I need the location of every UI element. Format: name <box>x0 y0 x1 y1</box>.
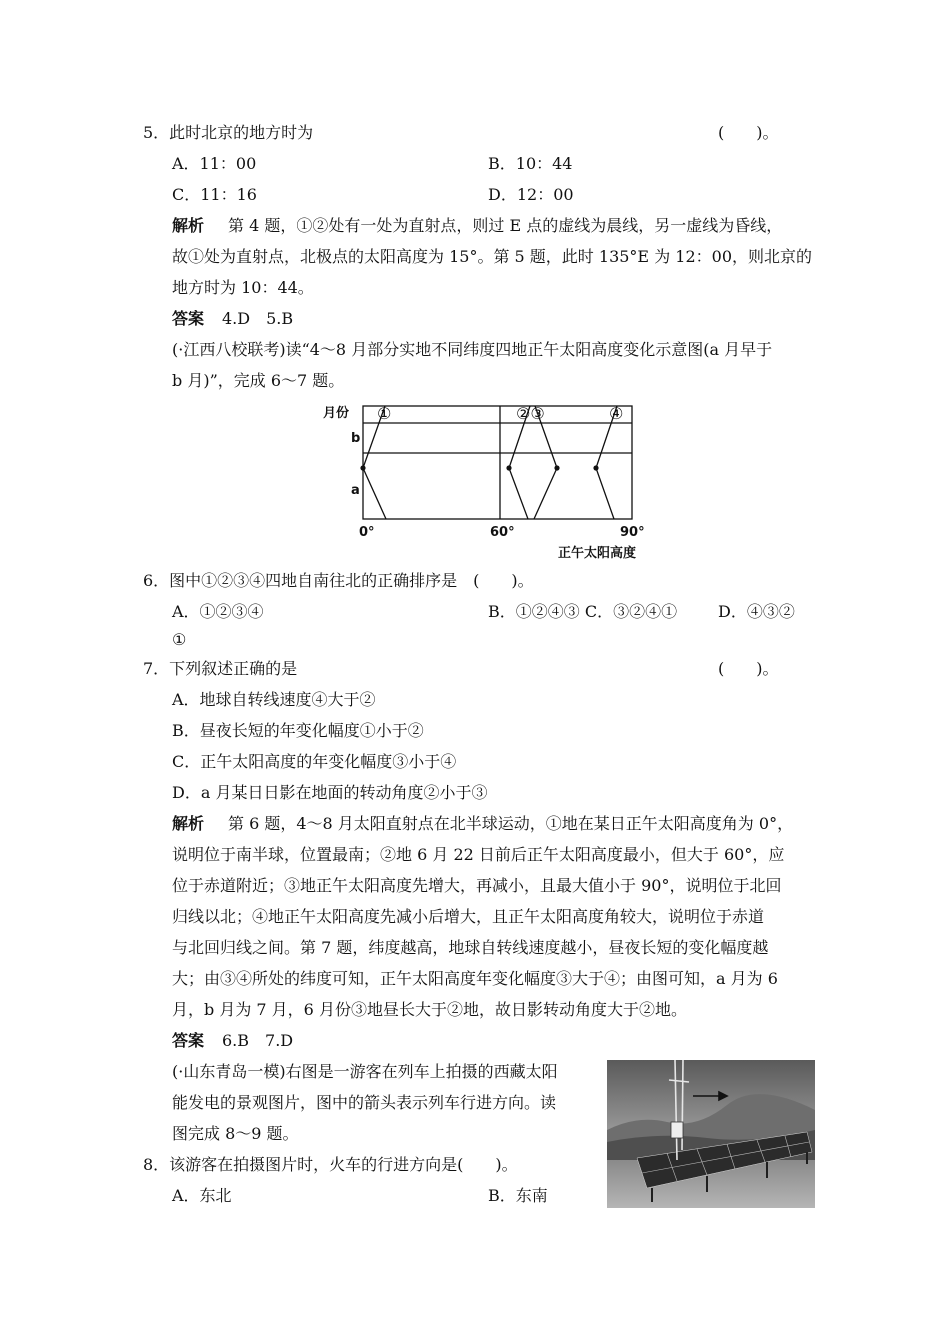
intro89-line2: 能发电的景观图片，图中的箭头表示列车行进方向。读 <box>172 1093 557 1112</box>
q5-option-c: C．11：16 <box>172 185 257 204</box>
noon-sun-altitude-diagram <box>320 402 665 564</box>
tick-60: 60° <box>490 525 515 540</box>
tick-90: 90° <box>620 525 645 540</box>
exp67-line4: 归线以北；④地正午太阳高度先减小后增大，且正午太阳高度角较大，说明位于赤道 <box>172 907 765 926</box>
intro67-line2: b 月)”，完成 6～7 题。 <box>172 371 345 390</box>
exp67-line1: 第 6 题，4～8 月太阳直射点在北半球运动，①地在某日正午太阳高度角为 0°， <box>228 814 794 833</box>
a-label: a <box>351 483 360 498</box>
exp45-line3: 地方时为 10：44。 <box>172 278 314 297</box>
mark-4: ④ <box>609 404 624 423</box>
mark-2-3: ②③ <box>516 404 545 423</box>
ans45-text: 4.D 5.B <box>222 309 294 328</box>
q7-stem: 7．下列叙述正确的是 <box>143 659 298 678</box>
curve-3-turning-point <box>554 465 559 470</box>
q6-option-d-wrap: ① <box>172 630 187 649</box>
exp67-line5: 与北回归线之间。第 7 题，纬度越高，地球自转线速度越小，昼夜长短的变化幅度越 <box>172 938 769 957</box>
q6-option-d: D．④③② <box>718 602 795 621</box>
q5-blank: ( )。 <box>718 123 779 142</box>
curve-1-turning-point <box>360 465 365 470</box>
x-axis-title: 正午太阳高度 <box>558 546 637 561</box>
tick-0: 0° <box>359 525 375 540</box>
q7-option-a: A．地球自转线速度④大于② <box>172 690 376 709</box>
q5-stem: 5．此时北京的地方时为 <box>143 123 314 142</box>
b-label: b <box>351 431 361 446</box>
q8-stem: 8．该游客在拍摄图片时，火车的行进方向是( )。 <box>143 1155 518 1174</box>
q6-option-b-c: B．①②④③ C．③②④① <box>488 602 678 621</box>
y-axis-label: 月份 <box>323 406 350 421</box>
q7-option-c: C．正午太阳高度的年变化幅度③小于④ <box>172 752 457 771</box>
q6-option-a: A．①②③④ <box>172 602 264 621</box>
q5-option-d: D．12：00 <box>488 185 574 204</box>
exp45-label: 解析 <box>172 216 205 235</box>
solar-panel-photo <box>607 1060 815 1208</box>
mark-1: ① <box>377 404 392 423</box>
q8-option-b: B．东南 <box>488 1186 548 1205</box>
curve-2-turning-point <box>506 465 511 470</box>
q5-option-b: B．10：44 <box>488 154 573 173</box>
q7-option-b: B．昼夜长短的年变化幅度①小于② <box>172 721 424 740</box>
ans67-label: 答案 <box>172 1031 205 1050</box>
intro89-line1: (·山东青岛一模)右图是一游客在列车上拍摄的西藏太阳 <box>172 1062 558 1081</box>
q5-option-a: A．11：00 <box>172 154 257 173</box>
curve-4-turning-point <box>593 465 598 470</box>
q8-option-a: A．东北 <box>172 1186 232 1205</box>
intro67-line1: (·江西八校联考)读“4～8 月部分实地不同纬度四地正午太阳高度变化示意图(a 月早于 <box>172 340 773 359</box>
exp67-line6: 大；由③④所处的纬度可知，正午太阳高度年变化幅度③大于④；由图可知，a 月为 6 <box>172 969 778 988</box>
exp45-line2: 故①处为直射点，北极点的太阳高度为 15°。第 5 题，此时 135°E 为 12：00，则北京的 <box>172 247 812 266</box>
q6-stem: 6．图中①②③④四地自南往北的正确排序是 ( )。 <box>143 571 534 590</box>
ans67-text: 6.B 7.D <box>222 1031 294 1050</box>
q7-blank: ( )。 <box>718 659 779 678</box>
exp45-line1: 第 4 题，①②处有一处为直射点，则过 E 点的虚线为晨线，另一虚线为昏线， <box>228 216 783 235</box>
exp67-label: 解析 <box>172 814 205 833</box>
intro89-line3: 图完成 8～9 题。 <box>172 1124 299 1143</box>
q7-option-d: D．a 月某日日影在地面的转动角度②小于③ <box>172 783 488 802</box>
exp67-line3: 位于赤道附近；③地正午太阳高度先增大，再减小，且最大值小于 90°，说明位于北回 <box>172 876 782 895</box>
exp67-line2: 说明位于南半球，位置最南；②地 6 月 22 日前后正午太阳高度最小，但大于 60°，应 <box>172 845 785 864</box>
exp67-line7: 月，b 月为 7 月，6 月份③地昼长大于②地，故日影转动角度大于②地。 <box>172 1000 687 1019</box>
ans45-label: 答案 <box>172 309 205 328</box>
